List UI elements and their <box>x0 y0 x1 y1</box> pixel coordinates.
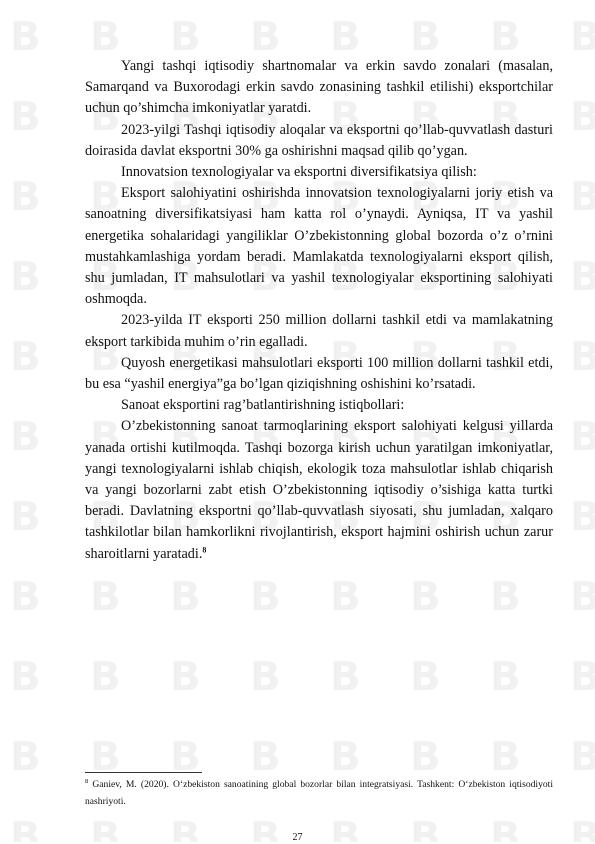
paragraph-solar-exports: Quyosh energetikasi mahsulotlari eksporti 100 million dollarni tashkil etdi, bu esa “yashil energiya”ga bo’lgan qiziqishning oshishini ko’rsatadi. <box>85 354 553 393</box>
document-body <box>85 56 553 565</box>
footnote-number: 8 <box>85 777 89 785</box>
footnote-reference[interactable]: 8 <box>202 544 207 554</box>
subheading-industrial-export-prospects: Sanoat eksportini rag’batlantirishning istiqbollari: <box>121 397 405 414</box>
footnote-8 <box>85 776 553 810</box>
paragraph-free-trade-zones: Yangi tashqi iqtisodiy shartnomalar va erkin savdo zonalari (masalan, Samarqand va Buxorodagi erkin savdo zonasining tashkil etilishi) eksportchilar uchun qo’shimcha imkoniyatlar yaratdi. <box>85 58 553 117</box>
footnote-citation: Ganiev, M. (2020). O‘zbekiston sanoatining global bozorlar bilan integratsiyasi. Tashkent: O‘zbekiston iqtisodiyoti nashriyoti. <box>85 779 554 807</box>
paragraph-export-program-2023: 2023-yilgi Tashqi iqtisodiy aloqalar va eksportni qo’llab-quvvatlash dasturi doirasida davlat eksportni 30% ga oshirishni maqsad qilib qo’ygan. <box>85 121 553 159</box>
footnote-divider <box>85 772 202 773</box>
footnotes <box>85 772 553 810</box>
paragraph-it-exports: 2023-yilda IT eksporti 250 million dollarni tashkil etdi va mamlakatning eksport tarkibida muhim o’rin egalladi. <box>85 312 553 350</box>
page-number: 27 <box>292 832 303 843</box>
paragraph-innovation-diversification: Eksport salohiyatini oshirishda innovatsion texnologiyalarni joriy etish va sanoatning diversifikatsiyasi ham katta rol o’ynaydi. Ayniqsa, IT va yashil energetika sohalaridagi yangiliklar O’zbekistonning global bozorda o’z o’rnini mustahkamlashiga yordam beradi. Mamlakatda texnologiyalarni eksport qilish, shu jumladan, IT mahsulotlari va yashil texnologiyalar eksportining salohiyati oshmoqda. <box>85 185 553 308</box>
subheading-innovation: Innovatsion texnologiyalar va eksportni diversifikatsiya qilish: <box>121 164 477 181</box>
paragraph-industrial-outlook <box>85 416 553 564</box>
paragraph-industrial-outlook-text: O’zbekistonning sanoat tarmoqlarining eksport salohiyati kelgusi yillarda yanada ortishi kutilmoqda. Tashqi bozorga kirish uchun yaratilgan imkoniyatlar, yangi texnologiyalarni ishlab chiqish, ekologik toza mahsulotlar ishlab chiqarish va yangi bozorlarni zabt etish O’zbekistonning iqtisodiy o’sishiga katta turtki beradi. Davlatning eksportni qo’llab-quvvatlash siyosati, shu jumladan, xalqaro tashkilotlar bilan hamkorlikni rivojlantirish, eksport hajmini oshirish uchun zarur sharoitlarni yaratadi. <box>85 418 553 562</box>
